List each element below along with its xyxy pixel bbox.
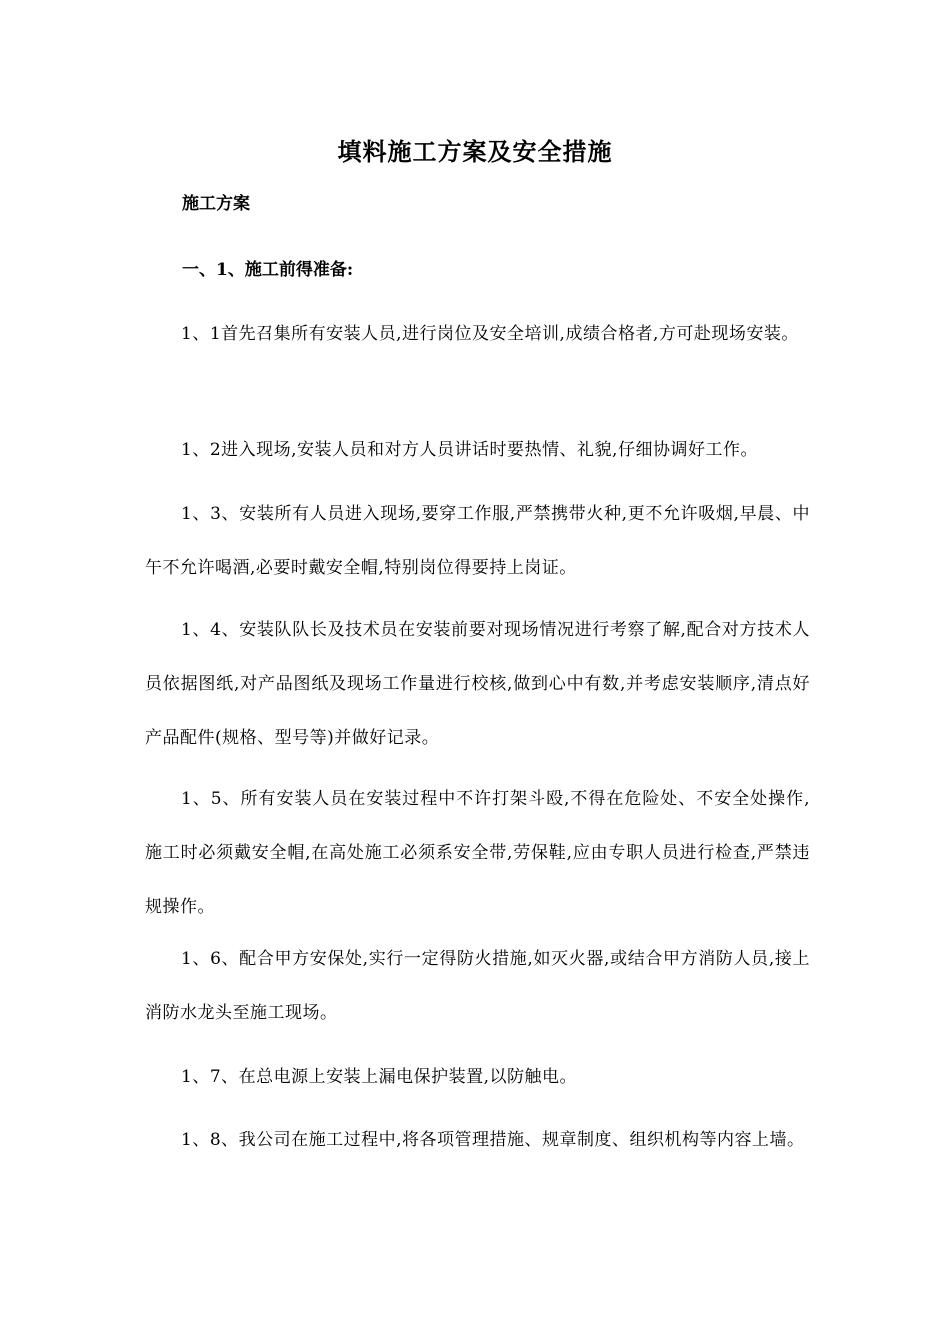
paragraph-1-4: 1、4、安装队队长及技术员在安装前要对现场情况进行考察了解,配合对方技术人员依据图纸,对产品图纸及现场工作量进行校核,做到心中有数,并考虑安装顺序,清点好产品配件(规格、型号等)并做好记录。 [145,620,810,748]
paragraph-1-5: 1、5、所有安装人员在安装过程中不许打架斗殴,不得在危险处、不安全处操作,施工时必须戴安全帽,在高处施工必须系安全带,劳保鞋,应由专职人员进行检查,严禁违规操作。 [145,789,810,917]
paragraph-1-3: 1、3、安装所有人员进入现场,要穿工作服,严禁携带火种,更不允许吸烟,早晨、中午不允许喝酒,必要时戴安全帽,特别岗位得要持上岗证。 [145,504,810,578]
paragraph-1-7: 1、7、在总电源上安装上漏电保护装置,以防触电。 [181,1067,578,1087]
paragraph-1-2: 1、2进入现场,安装人员和对方人员讲话时要热情、礼貌,仔细协调好工作。 [181,440,758,460]
sub-heading-preparation: 一、1、施工前得准备: [182,260,354,280]
document-title: 填料施工方案及安全措施 [337,137,613,166]
section-heading: 施工方案 [182,194,250,214]
paragraph-1-8: 1、8、我公司在施工过程中,将各项管理措施、规章制度、组织机构等内容上墙。 [181,1130,805,1150]
paragraph-1-1: 1、1首先召集所有安装人员,进行岗位及安全培训,成绩合格者,方可赴现场安装。 [181,324,799,344]
paragraph-1-6: 1、6、配合甲方安保处,实行一定得防火措施,如灭火器,或结合甲方消防人员,接上消防水龙头至施工现场。 [145,949,810,1023]
